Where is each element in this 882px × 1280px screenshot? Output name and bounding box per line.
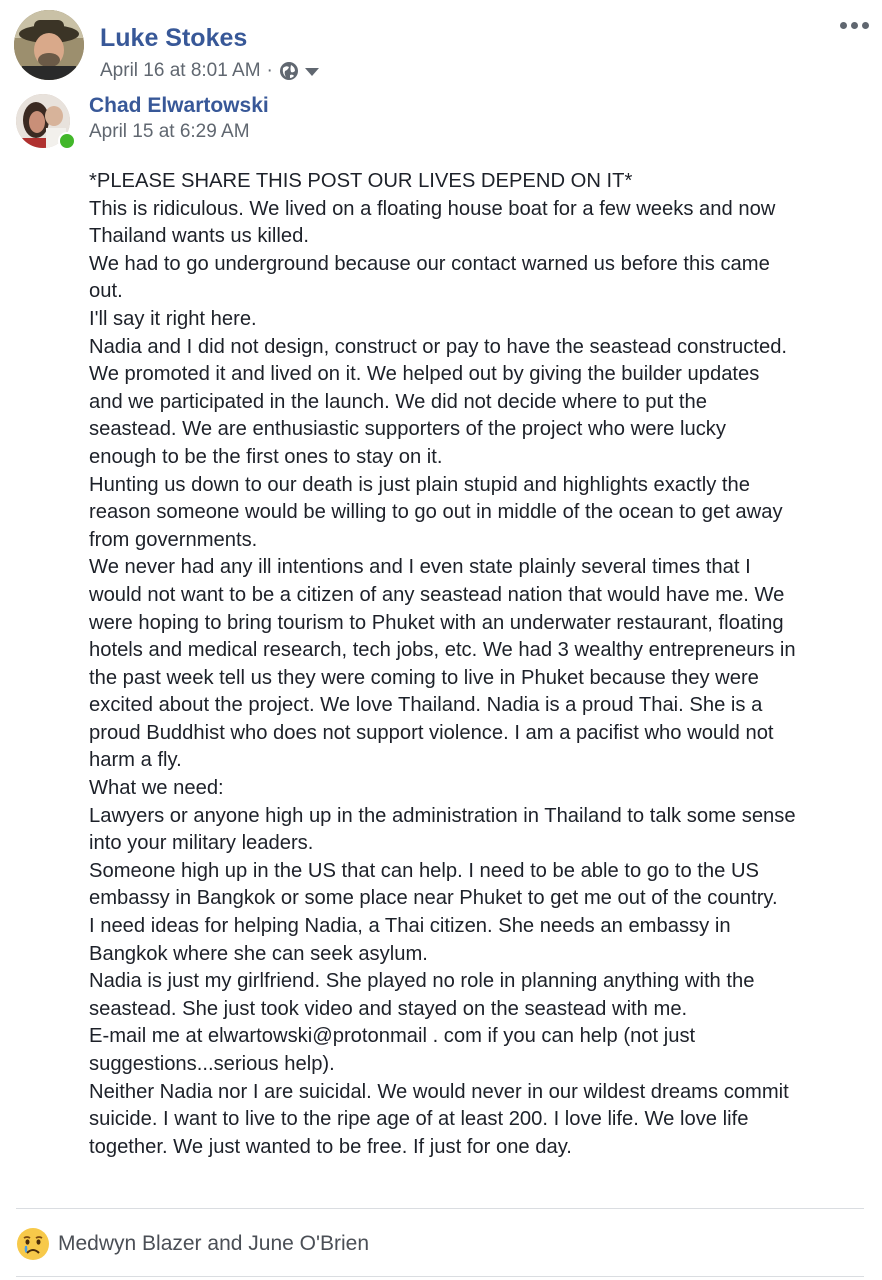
- reactions-bar[interactable]: [16, 1226, 369, 1262]
- author-avatar[interactable]: [14, 10, 84, 80]
- online-status-indicator: [58, 132, 76, 150]
- globe-icon[interactable]: [279, 61, 299, 81]
- meta-separator: ·: [266, 60, 273, 81]
- more-dot: [851, 22, 858, 29]
- author-name-link[interactable]: Luke Stokes: [100, 24, 248, 52]
- post-meta: [100, 60, 319, 82]
- reaction-names-link[interactable]: Medwyn Blazer and June O'Brien: [58, 1232, 370, 1255]
- shared-post-timestamp[interactable]: April 15 at 6:29 AM: [89, 121, 250, 142]
- reactions-divider-top: [16, 1208, 864, 1209]
- more-dot: [862, 22, 869, 29]
- reactions-divider-bottom: [16, 1276, 864, 1277]
- sad-reaction-icon: [16, 1227, 50, 1261]
- shared-author-name-link[interactable]: Chad Elwartowski: [89, 94, 269, 117]
- post-timestamp[interactable]: April 16 at 8:01 AM: [100, 60, 261, 81]
- more-options-icon[interactable]: [834, 14, 874, 36]
- more-dot: [840, 22, 847, 29]
- shared-post-text: *PLEASE SHARE THIS POST OUR LIVES DEPEND ON IT* This is ridiculous. We lived on a floating house boat for a few weeks and now Thailand wants us killed. We had to go underground because our contact warned us before this came out. I'll say it right here. Nadia and I did not design, construct or pay to have the seastead constructed. We promoted it and lived on it. We helped out by giving the builder updates and we participated in the launch. We did not decide where to put the seastead. We are enthusiastic supporters of the project who were lucky enough to be the first ones to stay on it. Hunting us down to our death is just plain stupid and highlights exactly the reason someone would be willing to go out in middle of the ocean to get away from governments. We never had any ill intentions and I even state plainly several times that I would not want to be a citizen of any seastead nation that would have me. We were hoping to bring tourism to Phuket with an underwater restaurant, floating hotels and medical research, tech jobs, etc. We had 3 wealthy entrepreneurs in the past week tell us they were coming to live in Phuket because they were excited about the project. We love Thailand. Nadia is a proud Thai. She is a proud Buddhist who does not support violence. I am a pacifist who would not harm a fly. What we need: Lawyers or anyone high up in the administration in Thailand to talk some sense into your military leaders. Someone high up in the US that can help. I need to be able to go to the US embassy in Bangkok or some place near Phuket to get me out of the country. I need ideas for helping Nadia, a Thai citizen. She needs an embassy in Bangkok where she can seek asylum. Nadia is just my girlfriend. She played no role in planning anything with the seastead. She just took video and stayed on the seastead with me. E-mail me at elwartowski@protonmail . com if you can help (not just suggestions...serious help). Neither Nadia nor I are suicidal. We would never in our wildest dreams commit suicide. I want to live to the ripe age of at least 200. I love life. We love life together. We just wanted to be free. If just for one day.: [89, 170, 796, 1158]
- post-header: [14, 10, 874, 82]
- privacy-dropdown-icon[interactable]: [305, 68, 319, 76]
